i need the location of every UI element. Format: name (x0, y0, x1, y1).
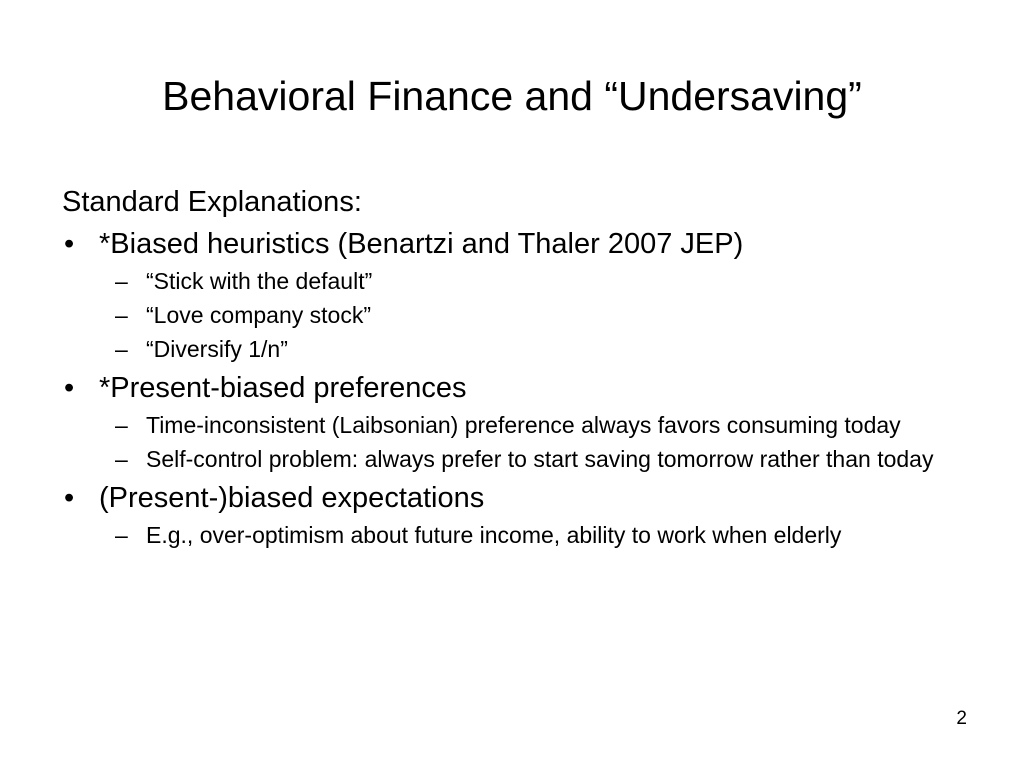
sub-bullet-item (62, 410, 942, 440)
dash-icon: – (115, 268, 128, 294)
sub-bullet-item (62, 520, 942, 550)
sub-bullet-text: “Love company stock” (146, 302, 371, 328)
sub-bullet-text: Self-control problem: always prefer to start saving tomorrow rather than today (146, 446, 934, 472)
bullet-text: (Present-)biased expectations (99, 482, 485, 514)
bullet-icon: • (64, 482, 75, 514)
sub-bullet-text: “Diversify 1/n” (146, 336, 288, 362)
sub-bullet-text: “Stick with the default” (146, 268, 373, 294)
sub-bullet-item (62, 334, 942, 364)
slide-body (62, 182, 942, 556)
page-number: 2 (956, 708, 967, 729)
bullet-group-biased-heuristics (62, 226, 942, 364)
sub-bullet-text: Time-inconsistent (Laibsonian) preference always favors consuming today (146, 412, 901, 438)
dash-icon: – (115, 446, 128, 472)
dash-icon: – (115, 522, 128, 548)
intro-text: Standard Explanations: (62, 186, 362, 218)
bullet-text: *Present-biased preferences (99, 372, 467, 404)
sub-bullet-item (62, 444, 942, 474)
bullet-icon: • (64, 372, 75, 404)
dash-icon: – (115, 302, 128, 328)
bullet-text: *Biased heuristics (Benartzi and Thaler 2007 JEP) (99, 228, 744, 260)
bullet-item (62, 226, 942, 262)
dash-icon: – (115, 412, 128, 438)
bullet-group-biased-expectations (62, 480, 942, 550)
bullet-icon: • (64, 228, 75, 260)
slide-title: Behavioral Finance and “Undersaving” (162, 73, 862, 119)
dash-icon: – (115, 336, 128, 362)
sub-bullet-item (62, 266, 942, 296)
sub-bullet-item (62, 300, 942, 330)
bullet-item (62, 480, 942, 516)
bullet-group-present-biased-preferences (62, 370, 942, 474)
bullet-item (62, 370, 942, 406)
sub-bullet-text: E.g., over-optimism about future income, ability to work when elderly (146, 522, 842, 548)
